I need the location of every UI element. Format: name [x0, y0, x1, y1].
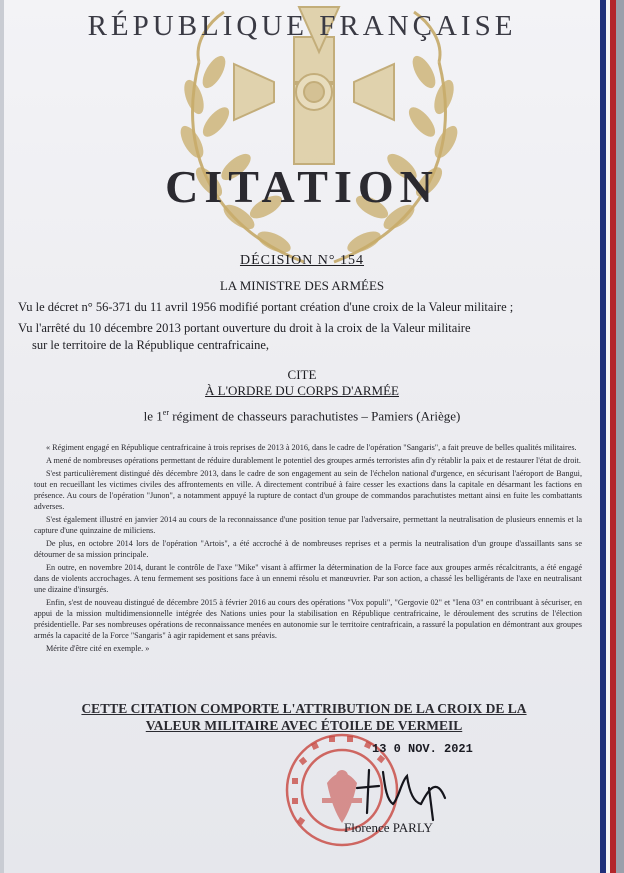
cited-unit-prefix: le 1	[143, 408, 163, 424]
handwritten-signature	[349, 758, 459, 828]
preamble-arrete-continuation: sur le territoire de la République centrafricaine,	[32, 338, 270, 352]
motivation-paragraph: Mérite d'être cité en exemple. »	[46, 643, 150, 653]
cite-label: CITE	[287, 367, 317, 382]
issuer-title: LA MINISTRE DES ARMÉES	[219, 278, 385, 293]
decision-number: DÉCISION N° 154	[239, 253, 365, 268]
citation-document	[4, 0, 600, 873]
republic-header: RÉPUBLIQUE FRANÇAISE	[87, 10, 517, 42]
cited-unit	[4, 408, 600, 424]
preamble-decree: Vu le décret n° 56-371 du 11 avril 1956 modifié portant création d'une croix de la Valeur militaire ;	[18, 300, 514, 314]
order-level: À L'ORDRE DU CORPS D'ARMÉE	[205, 383, 399, 398]
attribution-line-2: VALEUR MILITAIRE AVEC ÉTOILE DE VERMEIL	[145, 718, 463, 733]
motivation-paragraph: En outre, en novembre 2014, durant le contrôle de l'axe "Mike" visant à affirmer la détermination de la Force face aux groupes armés récalcitrants, a été engagé dans de violents accrochages. A tenu fermement ses positions face à un ennemi résolu et manœuvrier. Par son action, a chassé les belligérants de l'axe en neutralisant une dizaine d'insurgés.	[34, 563, 582, 594]
valeur-militaire-cross-emblem	[154, 2, 484, 277]
preamble-arrete: Vu l'arrêté du 10 décembre 2013 portant ouverture du droit à la croix de la Valeur militaire	[18, 321, 471, 335]
attribution-line-1: CETTE CITATION COMPORTE L'ATTRIBUTION DE LA CROIX DE LA	[81, 701, 527, 716]
signatory-name: Florence PARLY	[344, 820, 433, 835]
signature-date: 13 0 NOV. 2021	[372, 742, 473, 756]
cited-unit-ordinal: er	[162, 408, 170, 417]
motivation-paragraph: Enfin, s'est de nouveau distingué de décembre 2015 à février 2016 au cours des opérations "Vox populi", "Gergovie 02" et "Iena 03" en contribuant à sécuriser, en appui de la mission multidimensionnelle intégrée des Nations unies pour la stabilisation en République centrafricaine, le déroulement des scrutins de l'élection présidentielle. Par ses nombreuses opérations de reconnaissance menées en autonomie sur le territoire centrafricain, a rassuré la population en démontrant aux groupes armés la capacité de la Force "Sangaris" à agir rapidement et sans préavis.	[34, 597, 582, 640]
cited-unit-name: régiment de chasseurs parachutistes – Pamiers (Ariège)	[169, 408, 461, 424]
motivation-paragraph: A mené de nombreuses opérations permettant de réduire durablement le potentiel des groupes armés terroristes afin d'y rétablir la paix et de restaurer l'état de droit.	[46, 456, 581, 466]
document-title: CITATION	[165, 161, 439, 212]
motivation-paragraph: « Régiment engagé en République centrafricaine à trois reprises de 2013 à 2016, dans le cadre de l'opération "Sangaris", a fait preuve de belles qualités militaires.	[46, 443, 577, 452]
motivation-text	[34, 443, 582, 657]
page-edge	[616, 0, 624, 873]
motivation-paragraph: S'est également illustré en janvier 2014 au cours de la reconnaissance d'une position tenue par l'adversaire, permettant la neutralisation de plusieurs ennemis et la capture d'une quinzaine de miliciens.	[34, 515, 582, 535]
motivation-paragraph: S'est particulièrement distingué dès décembre 2013, dans le cadre de son engagement au sein de l'échelon national d'urgence, en sécurisant l'aéroport de Bangui, tout en recueillant les victimes civiles des affrontements en ville. A directement contribué à faire cesser les exactions dans la capitale en désarmant les factions en présence. Au cours de l'opération "Junon", a notamment appuyé la rupture de contact d'un groupe de commandos parachutistes mettant ainsi en fuite les combattants adverses.	[34, 469, 582, 511]
motivation-paragraph: De plus, en octobre 2014 lors de l'opération "Artois", a été accroché à de nombreuses reprises et a permis la neutralisation d'un groupe d'assaillants sans se détourner de sa mission principale.	[34, 539, 582, 559]
